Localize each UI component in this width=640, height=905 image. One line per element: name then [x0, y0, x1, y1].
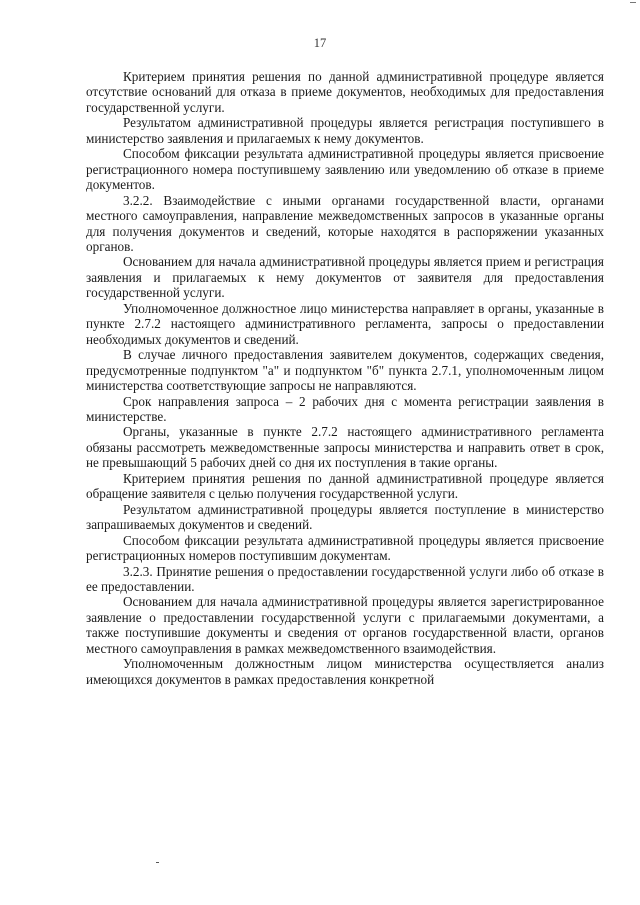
paragraph: Критерием принятия решения по данной административной процедуре является отсутствие оснований для отказа в приеме документов, необходимых для предоставления государственной услуги.	[86, 69, 604, 115]
body-text	[86, 69, 604, 687]
scan-artifact-mark	[630, 2, 636, 3]
section-heading-3-2-2: 3.2.2. Взаимодействие с иными органами государственной власти, органами местного самоуправления, направление межведомственных запросов в указанные органы для получения документов и сведений, которые находятся в распоряжении указанных органов.	[86, 192, 604, 254]
scan-artifact-dot	[156, 862, 159, 863]
paragraph: Результатом административной процедуры является регистрация поступившего в министерство заявления и прилагаемых к нему документов.	[86, 115, 604, 146]
paragraph: Способом фиксации результата административной процедуры является присвоение регистрационного номера поступившему заявлению или уведомлению об отказе в приеме документов.	[86, 146, 604, 193]
paragraph: Уполномоченное должностное лицо министерства направляет в органы, указанные в пункте 2.7.2 настоящего административного регламента, запросы о предоставлении необходимых документов и сведений.	[86, 300, 604, 347]
paragraph: Основанием для начала административной процедуры является прием и регистрация заявления и прилагаемых к нему документов от заявителя для предоставления государственной услуги.	[86, 254, 604, 301]
paragraph: Основанием для начала административной процедуры является зарегистрированное заявление о предоставлении государственной услуги с прилагаемыми документами, а также поступившие документы и сведения от органов государственной власти, органов местного самоуправления в рамках межведомственного взаимодействия.	[86, 594, 604, 656]
paragraph: Результатом административной процедуры является поступление в министерство запрашиваемых документов и сведений.	[86, 501, 604, 533]
paragraph: Органы, указанные в пункте 2.7.2 настоящего административного регламента обязаны рассмотреть межведомственные запросы министерства и направить ответ в срок, не превышающий 5 рабочих дней со дня их поступления в такие органы.	[86, 424, 604, 471]
paragraph: Срок направления запроса – 2 рабочих дня с момента регистрации заявления в министерстве.	[86, 393, 604, 424]
paragraph: В случае личного предоставления заявителем документов, содержащих сведения, предусмотренные подпунктом "а" и подпунктом "б" пункта 2.7.1, уполномоченным лицом министерства соответствующие запросы не направляются.	[86, 347, 604, 394]
section-heading-3-2-3: 3.2.3. Принятие решения о предоставлении государственной услуги либо об отказе в ее предоставлении.	[86, 563, 604, 594]
paragraph: Способом фиксации результата административной процедуры является присвоение регистрационных номеров поступившим документам.	[86, 532, 604, 564]
paragraph: Критерием принятия решения по данной административной процедуре является обращение заявителя с целью получения государственной услуги.	[86, 470, 604, 502]
paragraph: Уполномоченным должностным лицом министерства осуществляется анализ имеющихся документов в рамках предоставления конкретной	[86, 656, 604, 687]
page-number: 17	[313, 36, 327, 50]
